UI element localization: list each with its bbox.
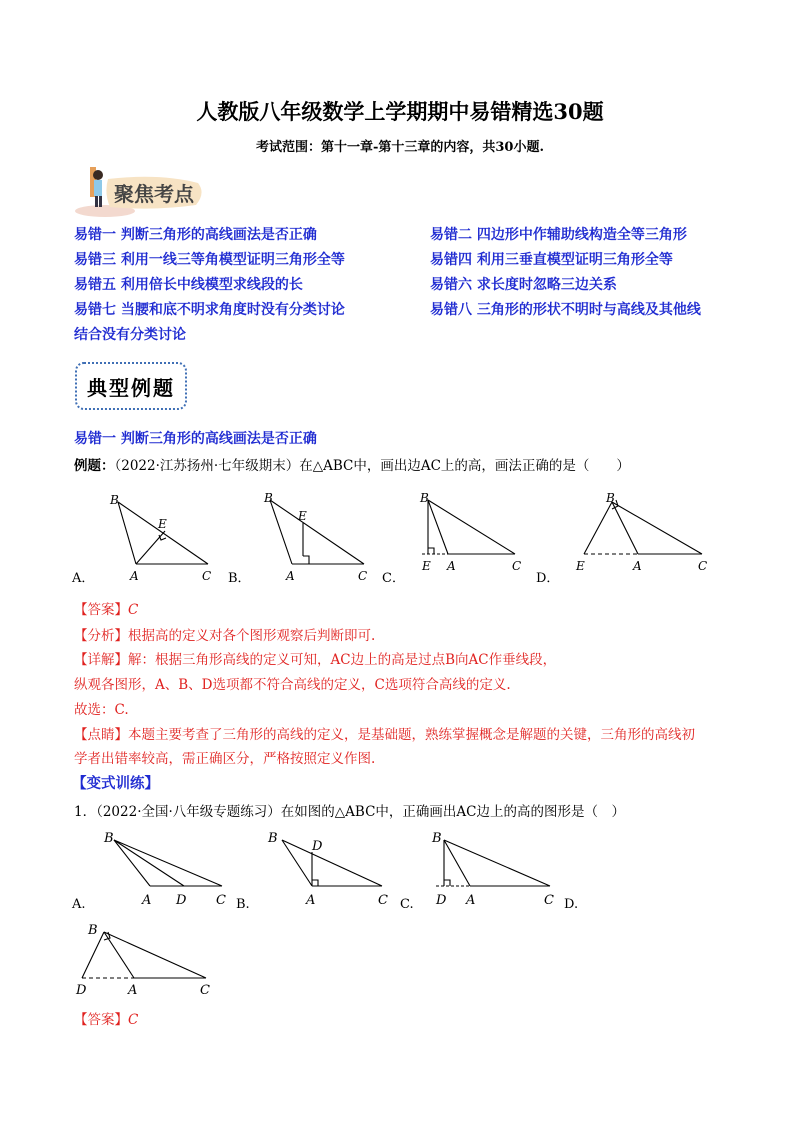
label-B: B <box>268 831 278 846</box>
option-label: A. <box>72 897 86 912</box>
focus-badge-label: 聚焦考点 <box>114 182 194 206</box>
answer-value: C <box>128 1012 139 1028</box>
option-label: A． <box>72 571 95 586</box>
label-C: C <box>200 983 210 998</box>
label-D: D <box>76 983 87 998</box>
label-A: A <box>142 893 152 908</box>
comment-line: 【点睛】本题主要考查了三角形的高线的定义，是基础题，熟练掌握概念是解题的关键，三角形的高线初 <box>74 727 695 743</box>
topic-item: 易错一 判断三角形的高线画法是否正确 <box>74 227 317 243</box>
detail-line: 纵观各图形，A、B、D选项都不符合高线的定义，C选项符合高线的定义. <box>74 677 511 693</box>
example-line <box>74 454 630 474</box>
example-figures <box>70 488 750 588</box>
label-E: E <box>422 559 431 573</box>
label-A: A <box>633 559 642 573</box>
option-label: B. <box>236 897 250 912</box>
label-C: C <box>698 559 708 573</box>
example-label: 例题： <box>74 458 115 474</box>
label-B: B <box>606 491 615 505</box>
comment-line: 学者出错率较高，需正确区分，严格按照定义作图. <box>74 751 376 767</box>
answer-label: 【答案】 <box>74 1012 128 1028</box>
label-C: C <box>202 569 212 583</box>
option-label: C． <box>382 571 405 586</box>
conclusion-line: 故选：C. <box>74 702 129 718</box>
label-C: C <box>358 569 368 583</box>
label-A: A <box>306 893 316 908</box>
focus-badge <box>70 165 210 221</box>
label-B: B <box>104 831 114 846</box>
detail-line: 【详解】解：根据三角形高线的定义可知，AC边上的高是过点B向AC作垂线段， <box>74 652 557 668</box>
label-A: A <box>466 893 476 908</box>
example-text: （2022·江苏扬州·七年级期末）在△ABC中，画出边AC上的高，画法正确的是（ ） <box>114 458 630 474</box>
variant-answer-line <box>74 1008 138 1028</box>
topic-item: 易错二 四边形中作辅助线构造全等三角形 <box>430 227 687 243</box>
option-label: D. <box>564 897 579 912</box>
topic-item: 易错三 利用一线三等角模型证明三角形全等 <box>74 252 345 268</box>
topic-item: 易错六 求长度时忽略三边关系 <box>430 277 617 293</box>
section-heading: 易错一 判断三角形的高线画法是否正确 <box>74 431 317 447</box>
label-D: D <box>436 893 447 908</box>
label-A: A <box>286 569 295 583</box>
page-subtitle: 考试范围：第十一章-第十三章的内容，共30小题. <box>255 140 544 155</box>
label-C: C <box>544 893 554 908</box>
topic-item: 易错五 利用倍长中线模型求线段的长 <box>74 277 303 293</box>
label-E: E <box>298 509 307 523</box>
label-B: B <box>88 923 98 938</box>
examples-badge: 典型例题 <box>75 362 187 410</box>
label-D: D <box>312 839 323 854</box>
label-E: E <box>576 559 585 573</box>
page-title: 人教版八年级数学上学期期中易错精选30题 <box>196 99 604 124</box>
label-A: A <box>128 983 138 998</box>
label-B: B <box>432 831 442 846</box>
variant-figure-d <box>70 918 230 1000</box>
label-B: B <box>420 491 429 505</box>
answer-value: C <box>128 602 139 618</box>
option-label: D． <box>536 571 560 586</box>
label-D: D <box>176 893 187 908</box>
option-label: B． <box>228 571 251 586</box>
topic-item: 易错八 三角形的形状不明时与高线及其他线 <box>430 302 701 318</box>
label-C: C <box>378 893 388 908</box>
label-A: A <box>447 559 456 573</box>
answer-line <box>74 598 138 618</box>
topic-item: 易错七 当腰和底不明求角度时没有分类讨论 <box>74 302 345 318</box>
label-C: C <box>512 559 522 573</box>
label-B: B <box>264 491 273 505</box>
label-E: E <box>158 517 167 531</box>
analysis-line: 【分析】根据高的定义对各个图形观察后判断即可. <box>74 628 376 644</box>
variant-heading: 【变式训练】 <box>72 775 159 792</box>
variant-question: 1．（2022·全国·八年级专题练习）在如图的△ABC中，正确画出AC边上的高的图形是（ ） <box>74 804 625 820</box>
topic-list <box>74 226 754 344</box>
topic-item: 易错四 利用三垂直模型证明三角形全等 <box>430 252 673 268</box>
variant-figures <box>70 828 590 914</box>
option-label: C. <box>400 897 414 912</box>
label-C: C <box>216 893 226 908</box>
label-B: B <box>110 493 119 507</box>
topic-item: 结合没有分类讨论 <box>74 327 186 343</box>
answer-label: 【答案】 <box>74 602 128 618</box>
label-A: A <box>130 569 139 583</box>
